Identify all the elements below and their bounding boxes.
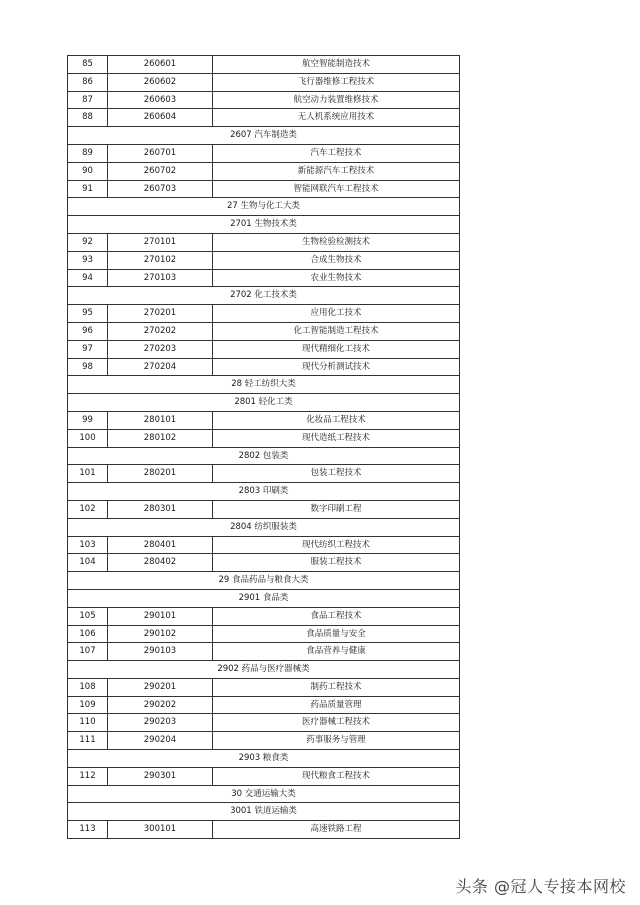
table-row — [68, 554, 460, 572]
category-header-row — [68, 750, 460, 768]
category-title: 28 轻工纺织大类 — [68, 376, 460, 394]
major-code: 270202 — [108, 322, 213, 340]
row-number: 87 — [68, 91, 108, 109]
category-header-row — [68, 518, 460, 536]
table-row — [68, 465, 460, 483]
row-number: 106 — [68, 625, 108, 643]
table-row — [68, 678, 460, 696]
major-code: 270204 — [108, 358, 213, 376]
major-code: 290103 — [108, 643, 213, 661]
category-title: 30 交通运输大类 — [68, 785, 460, 803]
row-number: 90 — [68, 162, 108, 180]
row-number: 97 — [68, 340, 108, 358]
category-header-row — [68, 785, 460, 803]
major-code: 260703 — [108, 180, 213, 198]
major-code: 270101 — [108, 233, 213, 251]
row-number: 113 — [68, 821, 108, 839]
row-number: 104 — [68, 554, 108, 572]
major-name: 现代精细化工技术 — [213, 340, 460, 358]
category-title: 2802 包装类 — [68, 447, 460, 465]
table-row — [68, 821, 460, 839]
major-name: 新能源汽车工程技术 — [213, 162, 460, 180]
major-name: 汽车工程技术 — [213, 144, 460, 162]
table-row — [68, 607, 460, 625]
major-name: 数字印刷工程 — [213, 500, 460, 518]
table-row — [68, 56, 460, 74]
major-code: 280401 — [108, 536, 213, 554]
row-number: 88 — [68, 109, 108, 127]
row-number: 86 — [68, 73, 108, 91]
category-title: 2901 食品类 — [68, 589, 460, 607]
major-name: 化工智能制造工程技术 — [213, 322, 460, 340]
category-header-row — [68, 198, 460, 216]
major-name: 合成生物技术 — [213, 251, 460, 269]
major-name: 包装工程技术 — [213, 465, 460, 483]
row-number: 112 — [68, 767, 108, 785]
table-row — [68, 536, 460, 554]
major-name: 现代分析测试技术 — [213, 358, 460, 376]
category-header-row — [68, 376, 460, 394]
row-number: 92 — [68, 233, 108, 251]
major-name: 制药工程技术 — [213, 678, 460, 696]
category-header-row — [68, 394, 460, 412]
row-number: 93 — [68, 251, 108, 269]
major-code: 260601 — [108, 56, 213, 74]
major-code: 260702 — [108, 162, 213, 180]
row-number: 100 — [68, 429, 108, 447]
major-code: 260701 — [108, 144, 213, 162]
major-name: 食品营养与健康 — [213, 643, 460, 661]
major-name: 飞行器维修工程技术 — [213, 73, 460, 91]
major-name: 药事服务与管理 — [213, 732, 460, 750]
table-row — [68, 429, 460, 447]
major-name: 现代纺织工程技术 — [213, 536, 460, 554]
category-title: 2804 纺织服装类 — [68, 518, 460, 536]
row-number: 96 — [68, 322, 108, 340]
major-code: 290301 — [108, 767, 213, 785]
major-code: 270203 — [108, 340, 213, 358]
table-row — [68, 144, 460, 162]
major-code: 270103 — [108, 269, 213, 287]
row-number: 107 — [68, 643, 108, 661]
category-header-row — [68, 483, 460, 501]
major-code: 280201 — [108, 465, 213, 483]
table-row — [68, 696, 460, 714]
major-code: 280101 — [108, 411, 213, 429]
category-title: 2902 药品与医疗器械类 — [68, 661, 460, 679]
row-number: 91 — [68, 180, 108, 198]
major-name: 智能网联汽车工程技术 — [213, 180, 460, 198]
category-title: 27 生物与化工大类 — [68, 198, 460, 216]
table-row — [68, 91, 460, 109]
category-title: 3001 铁道运输类 — [68, 803, 460, 821]
table-row — [68, 767, 460, 785]
row-number: 95 — [68, 305, 108, 323]
table-row — [68, 162, 460, 180]
major-name: 航空智能制造技术 — [213, 56, 460, 74]
major-name: 航空动力装置维修技术 — [213, 91, 460, 109]
major-code: 290102 — [108, 625, 213, 643]
table-row — [68, 643, 460, 661]
major-name: 药品质量管理 — [213, 696, 460, 714]
category-header-row — [68, 803, 460, 821]
row-number: 99 — [68, 411, 108, 429]
major-name: 应用化工技术 — [213, 305, 460, 323]
table-row — [68, 411, 460, 429]
category-header-row — [68, 216, 460, 234]
category-title: 2607 汽车制造类 — [68, 127, 460, 145]
major-code: 290204 — [108, 732, 213, 750]
category-header-row — [68, 661, 460, 679]
category-title: 2803 印刷类 — [68, 483, 460, 501]
row-number: 101 — [68, 465, 108, 483]
major-code: 290101 — [108, 607, 213, 625]
category-header-row — [68, 287, 460, 305]
major-name: 食品质量与安全 — [213, 625, 460, 643]
major-code: 280301 — [108, 500, 213, 518]
table-row — [68, 714, 460, 732]
row-number: 85 — [68, 56, 108, 74]
table-row — [68, 322, 460, 340]
major-name: 生物检验检测技术 — [213, 233, 460, 251]
row-number: 105 — [68, 607, 108, 625]
major-name: 农业生物技术 — [213, 269, 460, 287]
major-catalog-table — [67, 55, 460, 839]
watermark: 头条 @冠人专接本网校 — [455, 877, 626, 896]
table-row — [68, 500, 460, 518]
major-name: 现代造纸工程技术 — [213, 429, 460, 447]
category-title: 2702 化工技术类 — [68, 287, 460, 305]
category-header-row — [68, 447, 460, 465]
row-number: 89 — [68, 144, 108, 162]
major-name: 食品工程技术 — [213, 607, 460, 625]
major-code: 270102 — [108, 251, 213, 269]
category-title: 2801 轻化工类 — [68, 394, 460, 412]
category-header-row — [68, 572, 460, 590]
table-row — [68, 305, 460, 323]
major-name: 高速铁路工程 — [213, 821, 460, 839]
table-row — [68, 358, 460, 376]
major-code: 290201 — [108, 678, 213, 696]
major-code: 290202 — [108, 696, 213, 714]
major-name: 化妆品工程技术 — [213, 411, 460, 429]
table-row — [68, 109, 460, 127]
category-header-row — [68, 589, 460, 607]
major-code: 280102 — [108, 429, 213, 447]
row-number: 110 — [68, 714, 108, 732]
major-code: 290203 — [108, 714, 213, 732]
table-row — [68, 732, 460, 750]
row-number: 111 — [68, 732, 108, 750]
row-number: 103 — [68, 536, 108, 554]
row-number: 98 — [68, 358, 108, 376]
table-row — [68, 180, 460, 198]
major-name: 现代粮食工程技术 — [213, 767, 460, 785]
table-row — [68, 340, 460, 358]
major-code: 260602 — [108, 73, 213, 91]
table-row — [68, 269, 460, 287]
category-header-row — [68, 127, 460, 145]
table-row — [68, 625, 460, 643]
major-name: 服装工程技术 — [213, 554, 460, 572]
major-code: 260604 — [108, 109, 213, 127]
major-code: 280402 — [108, 554, 213, 572]
major-code: 260603 — [108, 91, 213, 109]
category-title: 2701 生物技术类 — [68, 216, 460, 234]
major-name: 无人机系统应用技术 — [213, 109, 460, 127]
table-body — [68, 56, 460, 839]
table-row — [68, 251, 460, 269]
category-title: 29 食品药品与粮食大类 — [68, 572, 460, 590]
major-code: 300101 — [108, 821, 213, 839]
table-row — [68, 73, 460, 91]
row-number: 94 — [68, 269, 108, 287]
table-row — [68, 233, 460, 251]
major-name: 医疗器械工程技术 — [213, 714, 460, 732]
row-number: 109 — [68, 696, 108, 714]
row-number: 102 — [68, 500, 108, 518]
category-title: 2903 粮食类 — [68, 750, 460, 768]
major-code: 270201 — [108, 305, 213, 323]
row-number: 108 — [68, 678, 108, 696]
